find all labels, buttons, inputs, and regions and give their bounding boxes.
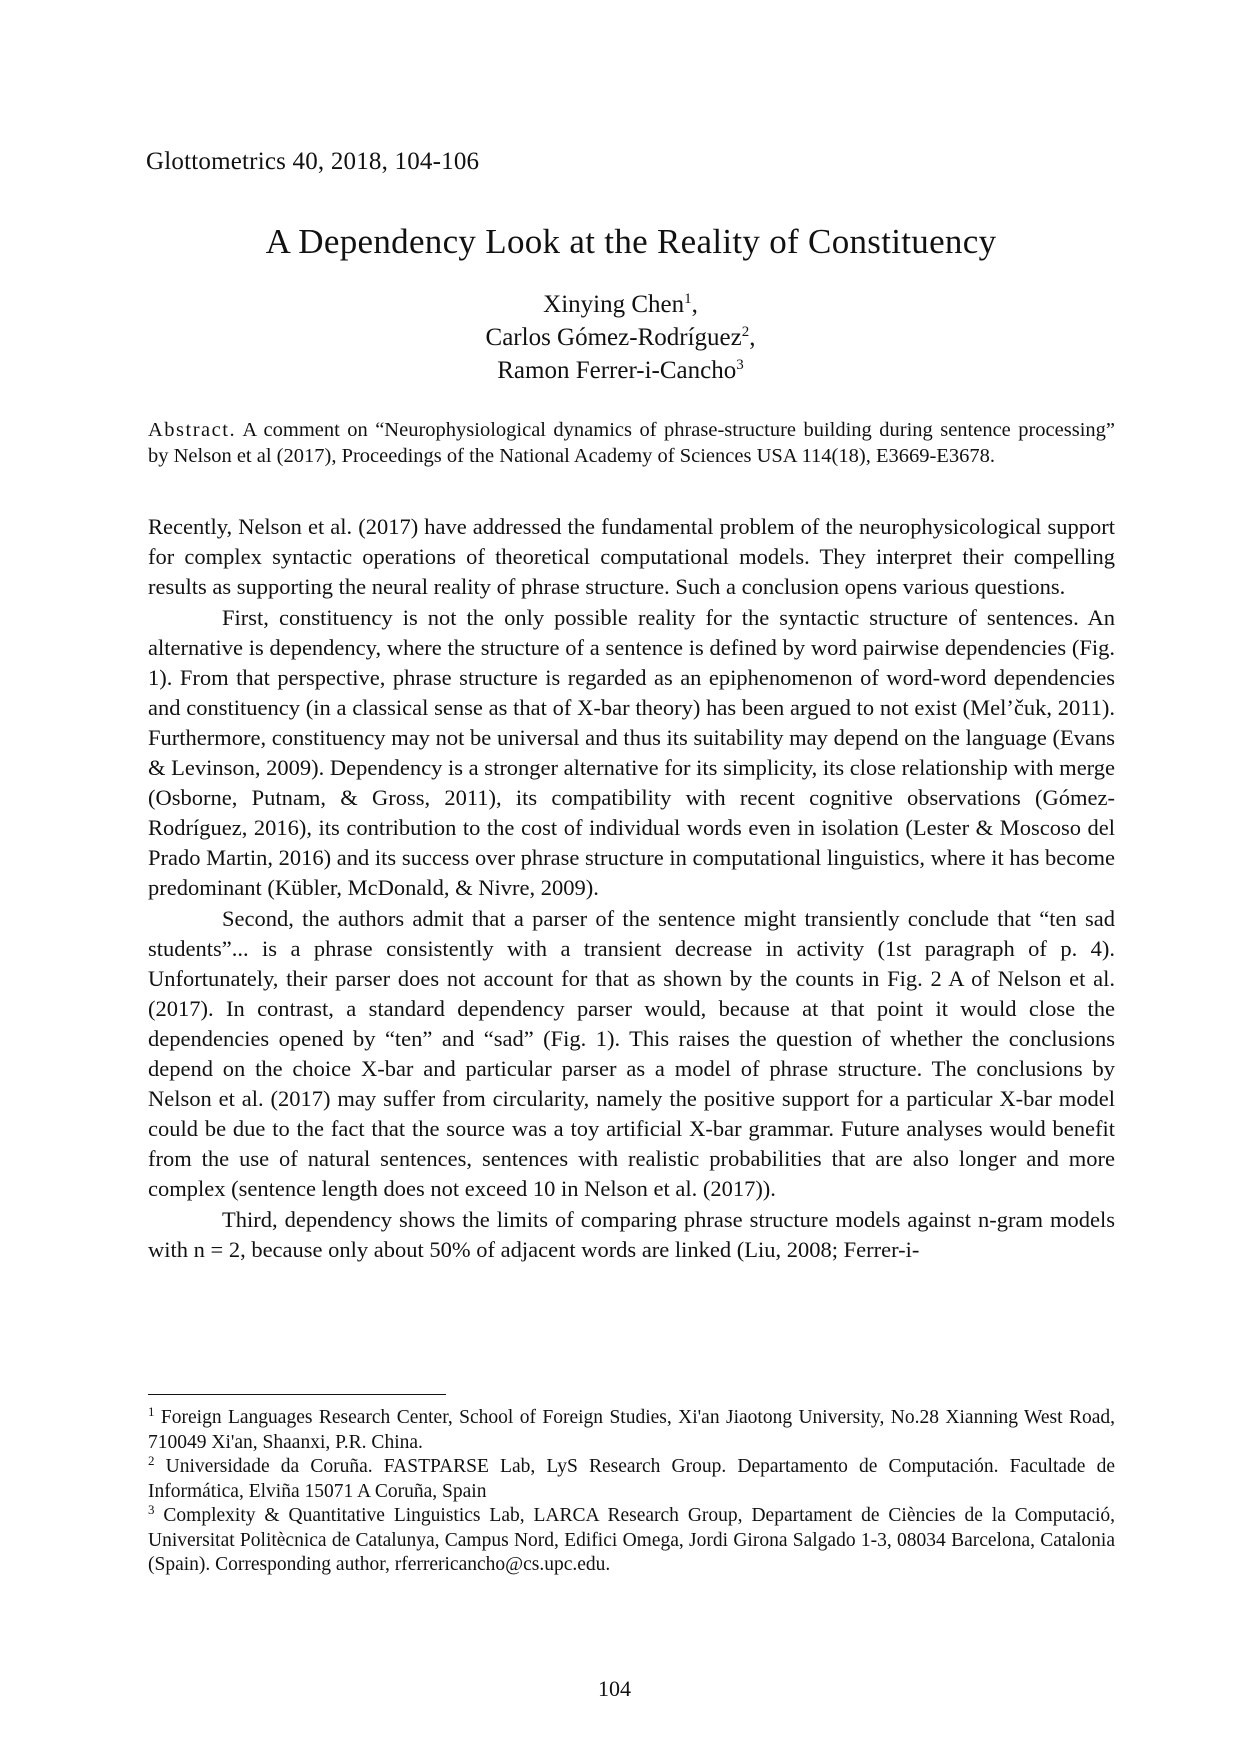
footnote-mark: 2	[148, 1453, 155, 1468]
body-text	[148, 512, 1115, 1266]
paper-title: A Dependency Look at the Reality of Constituency	[265, 222, 997, 261]
footnote-1: $^1$ Foreign Languages Research Center, School of Foreign Studies, Xi'an Jiaotong University, No.28 Xianning West Road, 710049 Xi'an, Shaanxi, P.R. China.	[148, 1404, 1115, 1453]
abstract	[148, 417, 1115, 469]
footnote-mark[interactable]: 2	[741, 324, 750, 340]
footnote-3: $^3$ Complexity & Quantitative Linguistics Lab, LARCA Research Group, Departament de Ciències de la Computació, Universitat Politècnica de Catalunya, Campus Nord, Edifici Omega, Jordi Girona Salgado 1-3, 08034 Barcelona, Catalonia (Spain). Corresponding author, rferrericancho@cs.upc.edu.	[148, 1502, 1115, 1575]
author-name: Ramon Ferrer-i-Cancho	[497, 357, 737, 384]
footnote-mark: 3	[148, 1502, 155, 1517]
author-list	[0, 288, 1241, 387]
paragraph-1: Recently, Nelson et al. (2017) have addressed the fundamental problem of the neurophysicological support for complex syntactic operations of theoretical computational models. They interpret their compelling results as supporting the neural reality of phrase structure. Such a conclusion opens various questions.	[148, 514, 1115, 599]
journal-citation: Glottometrics 40, 2018, 104-106	[146, 148, 480, 175]
abstract-text: A comment on “Neurophysiological dynamics of phrase-structure building during sentence processing” by Nelson et al (2017), Proceedings of the National Academy of Sciences USA 114(18), E3669-E3678.	[148, 419, 1116, 467]
footnote-divider	[148, 1394, 446, 1395]
paragraph-3: Second, the authors admit that a parser of the sentence might transiently conclude that “ten sad students”... is a phrase consistently with a transient decrease in activity (1st paragraph of p. 4). Unfortunately, their parser does not account for that as shown by the counts in Fig. 2 A of Nelson et al. (2017). In contrast, a standard dependency parser would, because at that point it would close the dependencies opened by “ten” and “sad” (Fig. 1). This raises the question of whether the conclusions depend on the choice X-bar and particular parser as a model of phrase structure. The conclusions by Nelson et al. (2017) may suffer from circularity, namely the positive support for a particular X-bar model could be due to the fact that the source was a toy artificial X-bar grammar. Future analyses would benefit from the use of natural sentences, sentences with realistic probabilities that are also longer and more complex (sentence length does not exceed 10 in Nelson et al. (2017)).	[148, 906, 1115, 1201]
footnote-mark[interactable]: 3	[736, 357, 744, 373]
paragraph-2: First, constituency is not the only possible reality for the syntactic structure of sentences. An alternative is dependency, where the structure of a sentence is defined by word pairwise dependencies (Fig. 1). From that perspective, phrase structure is regarded as an epiphenomenon of word-word dependencies and constituency (in a classical sense as that of X-bar theory) has been argued to not exist (Mel’čuk, 2011). Furthermore, constituency may not be universal and thus its suitability may depend on the language (Evans & Levinson, 2009). Dependency is a stronger alternative for its simplicity, its close relationship with merge (Osborne, Putnam, & Gross, 2011), its compatibility with recent cognitive observations (Gómez-Rodríguez, 2016), its contribution to the cost of individual words even in isolation (Lester & Moscoso del Prado Martin, 2016) and its success over phrase structure in computational linguistics, where it has become predominant (Kübler, McDonald, & Nivre, 2009).	[148, 605, 1115, 900]
paragraph-4: Third, dependency shows the limits of comparing phrase structure models against n-gram models with n = 2, because only about 50% of adjacent words are linked (Liu, 2008; Ferrer-i-	[148, 1207, 1115, 1262]
author-1: Xinying Chen$^1$,	[543, 291, 698, 318]
author-name: Xinying Chen	[543, 291, 685, 318]
page-number: 104	[598, 1676, 631, 1701]
abstract-label: Abstract.	[148, 419, 237, 441]
author-2: Carlos Gómez-Rodríguez$^2$,	[485, 324, 756, 351]
footnote-mark[interactable]: 1	[684, 291, 692, 307]
footnotes	[148, 1406, 1115, 1578]
footnote-2: $^2$ Universidade da Coruña. FASTPARSE Lab, LyS Research Group. Departamento de Computación. Facultade de Informática, Elviña 15071 A Coruña, Spain	[148, 1453, 1116, 1502]
footnote-mark: 1	[148, 1404, 155, 1419]
author-name: Carlos Gómez-Rodríguez	[485, 324, 742, 351]
author-3	[0, 354, 1241, 387]
